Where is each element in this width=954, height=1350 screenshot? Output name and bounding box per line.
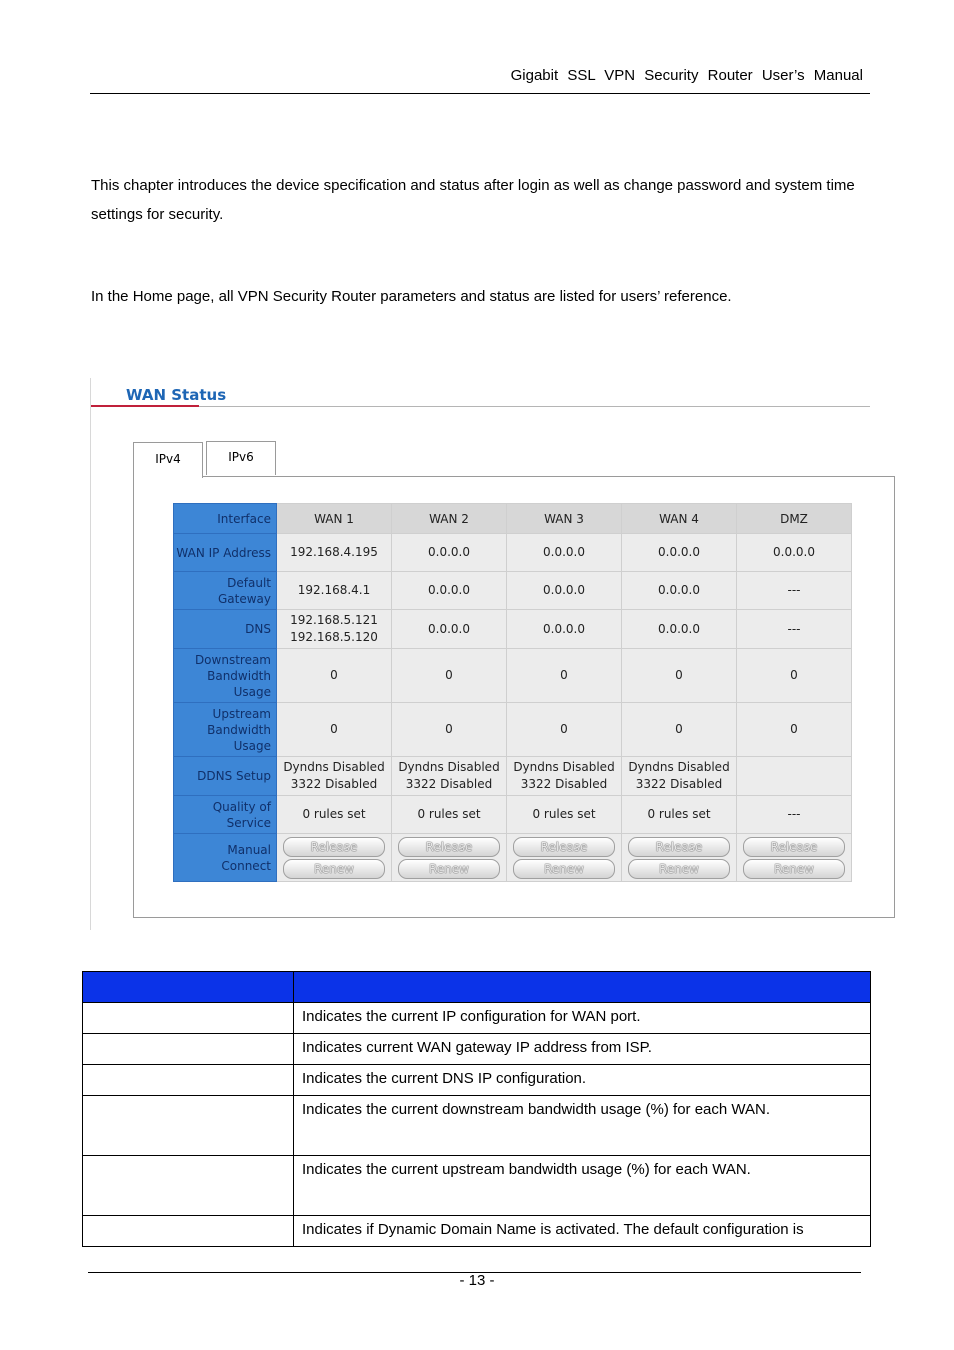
table-row [174, 703, 852, 757]
table-cell: 0 rules set [507, 796, 622, 834]
row-header: Upstream Bandwidth Usage [174, 703, 277, 757]
table-cell: 0 [507, 703, 622, 757]
table-row [174, 504, 852, 534]
column-header-wan1: WAN 1 [277, 504, 392, 534]
parameter-description-table [82, 971, 871, 1247]
row-header: Quality of Service [174, 796, 277, 834]
release-button-wan1[interactable]: Release [283, 837, 385, 857]
table-cell: --- [737, 572, 852, 610]
tab-ipv4[interactable]: IPv4 [133, 442, 203, 478]
table-cell: 192.168.4.195 [277, 534, 392, 572]
table-row [174, 534, 852, 572]
table-cell: 0 [622, 649, 737, 703]
column-header-wan3: WAN 3 [507, 504, 622, 534]
table-cell: 0.0.0.0 [392, 610, 507, 649]
wan-status-screenshot [90, 378, 898, 930]
wan-status-title: WAN Status [126, 386, 227, 404]
wan-status-panel [133, 476, 895, 918]
description-text: Indicates the current upstream bandwidth usage (%) for each WAN. [294, 1156, 871, 1216]
table-cell: Dyndns Disabled 3322 Disabled [622, 757, 737, 796]
description-term [83, 1065, 294, 1096]
table-row [83, 1065, 871, 1096]
table-cell: 0.0.0.0 [622, 534, 737, 572]
row-header: Default Gateway [174, 572, 277, 610]
renew-button-wan3[interactable]: Renew [513, 859, 615, 879]
table-cell: 0 rules set [277, 796, 392, 834]
release-button-wan2[interactable]: Release [398, 837, 500, 857]
table-cell: 0.0.0.0 [507, 572, 622, 610]
manual-connect-cell [507, 834, 622, 882]
header-divider [90, 93, 870, 94]
table-row [174, 796, 852, 834]
renew-button-dmz[interactable]: Renew [743, 859, 845, 879]
table-row [83, 1156, 871, 1216]
table-cell: --- [737, 796, 852, 834]
row-header-interface: Interface [174, 504, 277, 534]
table-row [83, 1216, 871, 1247]
description-text: Indicates the current DNS IP configuration. [294, 1065, 871, 1096]
table-cell: Dyndns Disabled 3322 Disabled [392, 757, 507, 796]
table-cell: 0 [507, 649, 622, 703]
description-term [83, 1216, 294, 1247]
column-header-dmz: DMZ [737, 504, 852, 534]
manual-connect-cell [392, 834, 507, 882]
table-cell: 0.0.0.0 [622, 572, 737, 610]
description-text: Indicates if Dynamic Domain Name is activated. The default configuration is [294, 1216, 871, 1247]
intro-paragraph-2: In the Home page, all VPN Security Router parameters and status are listed for users’ reference. [91, 288, 732, 305]
table-cell: 0.0.0.0 [507, 610, 622, 649]
table-cell: 0 [277, 649, 392, 703]
wan-status-table [173, 503, 852, 882]
description-text: Indicates current WAN gateway IP address from ISP. [294, 1034, 871, 1065]
row-header: Downstream Bandwidth Usage [174, 649, 277, 703]
row-header: DDNS Setup [174, 757, 277, 796]
table-cell [737, 757, 852, 796]
table-cell: 0 [392, 649, 507, 703]
table-cell: 192.168.5.121 192.168.5.120 [277, 610, 392, 649]
renew-button-wan2[interactable]: Renew [398, 859, 500, 879]
figure-left-border [90, 378, 91, 930]
column-header-wan4: WAN 4 [622, 504, 737, 534]
row-header: WAN IP Address [174, 534, 277, 572]
wan-status-title-rule [91, 405, 870, 408]
intro-paragraph-1: This chapter introduces the device specification and status after login as well as change password and system time settings for security. [91, 177, 855, 223]
description-table-header [83, 972, 871, 1003]
table-row [174, 572, 852, 610]
table-cell: Dyndns Disabled 3322 Disabled [507, 757, 622, 796]
renew-button-wan1[interactable]: Renew [283, 859, 385, 879]
document-header-title: Gigabit SSL VPN Security Router User’s Manual [510, 67, 863, 84]
table-row-manual-connect [174, 834, 852, 882]
description-term [83, 1156, 294, 1216]
page-number: - 13 - [459, 1272, 495, 1289]
table-cell: 0 rules set [622, 796, 737, 834]
table-row [174, 649, 852, 703]
table-row [174, 610, 852, 649]
description-text: Indicates the current IP configuration for WAN port. [294, 1003, 871, 1034]
table-cell: 0.0.0.0 [507, 534, 622, 572]
table-cell: 0 [737, 703, 852, 757]
table-cell: 0.0.0.0 [737, 534, 852, 572]
table-cell: 0 rules set [392, 796, 507, 834]
table-cell: 0.0.0.0 [622, 610, 737, 649]
table-row [83, 1003, 871, 1034]
renew-button-wan4[interactable]: Renew [628, 859, 730, 879]
table-row [83, 1034, 871, 1065]
row-header-manual-connect: Manual Connect [174, 834, 277, 882]
description-text: Indicates the current downstream bandwidth usage (%) for each WAN. [294, 1096, 871, 1156]
table-cell: 0.0.0.0 [392, 572, 507, 610]
table-cell: --- [737, 610, 852, 649]
manual-connect-cell [737, 834, 852, 882]
column-header-wan2: WAN 2 [392, 504, 507, 534]
description-term [83, 1034, 294, 1065]
manual-connect-cell [277, 834, 392, 882]
table-cell: Dyndns Disabled 3322 Disabled [277, 757, 392, 796]
table-cell: 0 [277, 703, 392, 757]
tab-ipv6[interactable]: IPv6 [206, 441, 276, 475]
table-row [174, 757, 852, 796]
table-cell: 0.0.0.0 [392, 534, 507, 572]
table-cell: 0 [392, 703, 507, 757]
row-header: DNS [174, 610, 277, 649]
release-button-wan4[interactable]: Release [628, 837, 730, 857]
description-term [83, 1003, 294, 1034]
description-term [83, 1096, 294, 1156]
release-button-wan3[interactable]: Release [513, 837, 615, 857]
table-row [83, 1096, 871, 1156]
manual-connect-cell [622, 834, 737, 882]
table-cell: 192.168.4.1 [277, 572, 392, 610]
table-cell: 0 [737, 649, 852, 703]
release-button-dmz[interactable]: Release [743, 837, 845, 857]
table-cell: 0 [622, 703, 737, 757]
